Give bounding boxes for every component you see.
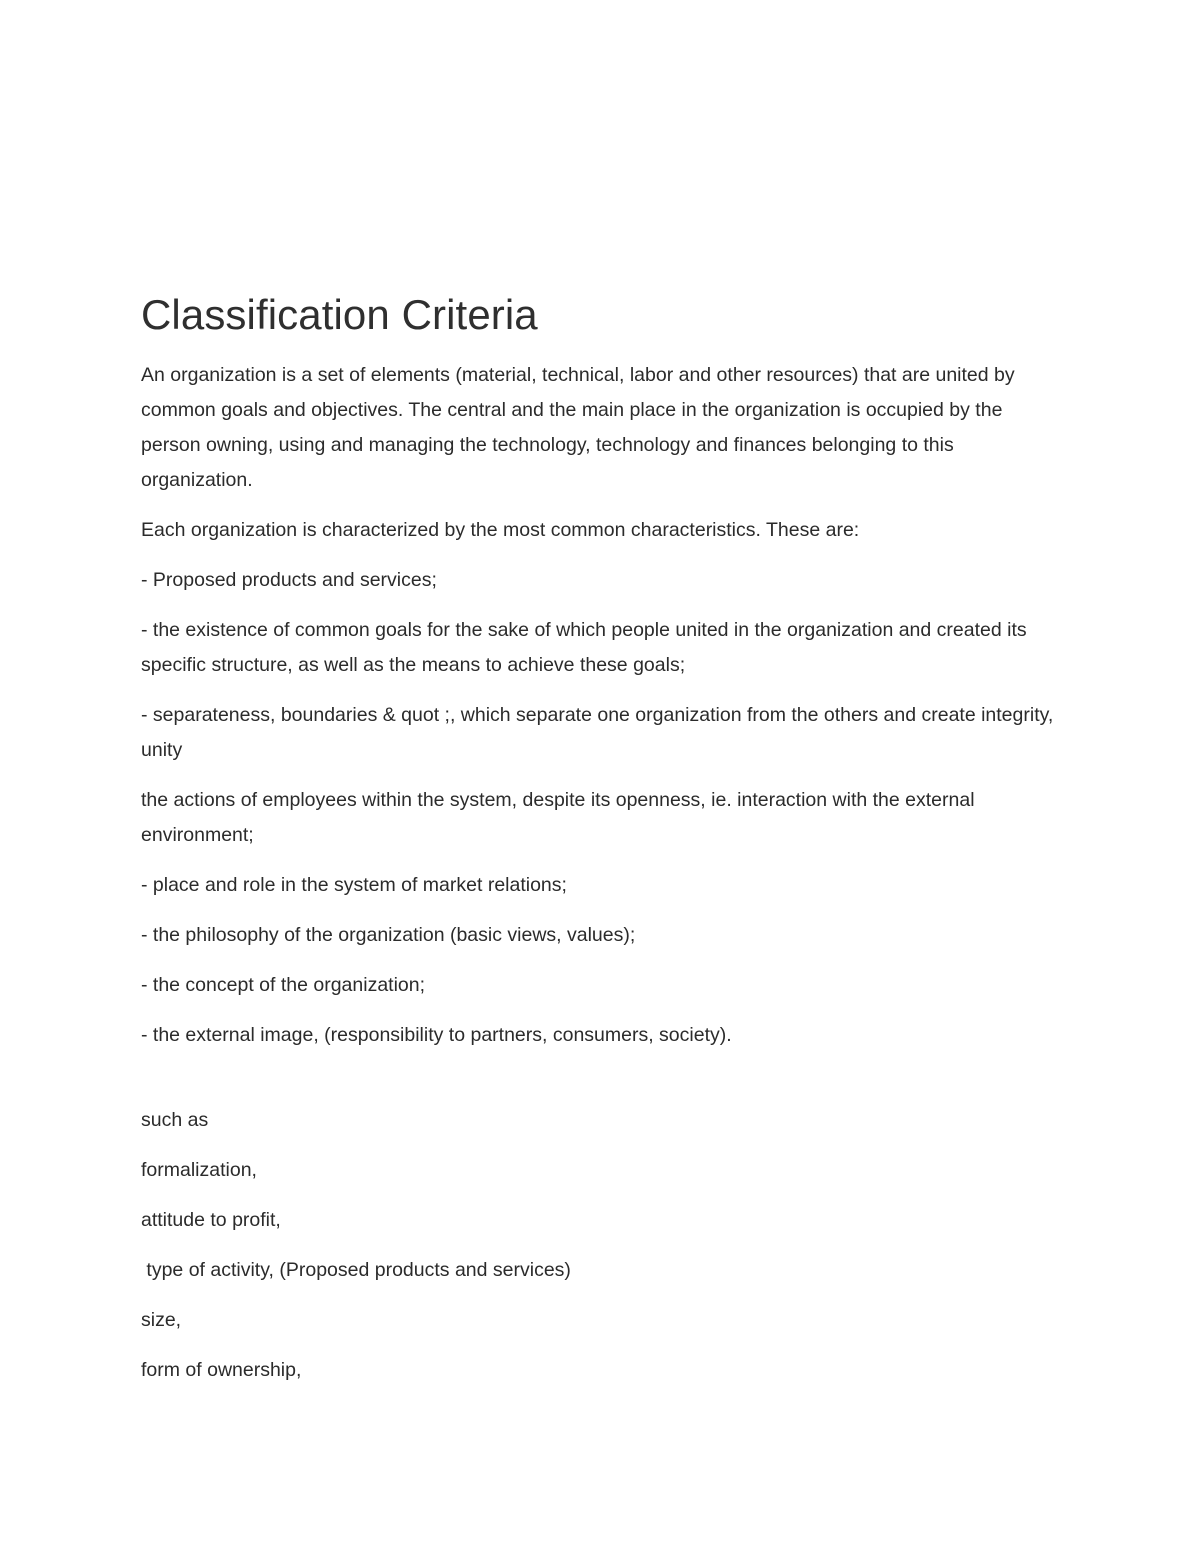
paragraph-definition: An organization is a set of elements (material, technical, labor and other resources) that are united by common goals and objectives. The central and the main place in the organization is occupied by the person owning, using and managing the technology, technology and finances belonging to this organization. <box>141 364 1021 491</box>
page-title: Classification Criteria <box>141 291 538 338</box>
paragraph-employee-actions: the actions of employees within the system, despite its openness, ie. interaction with the external environment; <box>141 789 980 846</box>
list-line-size: size, <box>141 1309 182 1331</box>
list-item-external-image: - the external image, (responsibility to partners, consumers, society). <box>141 1024 732 1046</box>
list-item-products: - Proposed products and services; <box>141 569 437 591</box>
list-item-concept: - the concept of the organization; <box>141 974 426 996</box>
document-body <box>141 288 1061 1403</box>
list-item-separateness: - separateness, boundaries & quot ;, which separate one organization from the others and create integrity, unity <box>141 704 1059 761</box>
paragraph-characteristics-intro: Each organization is characterized by the most common characteristics. These are: <box>141 519 860 541</box>
list-line-attitude-to-profit: attitude to profit, <box>141 1209 281 1231</box>
blank-line <box>141 1068 1061 1103</box>
list-line-form-of-ownership: form of ownership, <box>141 1359 302 1381</box>
list-item-philosophy: - the philosophy of the organization (basic views, values); <box>141 924 636 946</box>
list-item-market-role: - place and role in the system of market relations; <box>141 874 567 896</box>
list-line-formalization: formalization, <box>141 1159 257 1181</box>
list-item-common-goals: - the existence of common goals for the sake of which people united in the organization and created its specific structure, as well as the means to achieve these goals; <box>141 619 1033 676</box>
list-line-type-of-activity: type of activity, (Proposed products and services) <box>141 1259 571 1281</box>
list-line-such-as: such as <box>141 1109 209 1131</box>
